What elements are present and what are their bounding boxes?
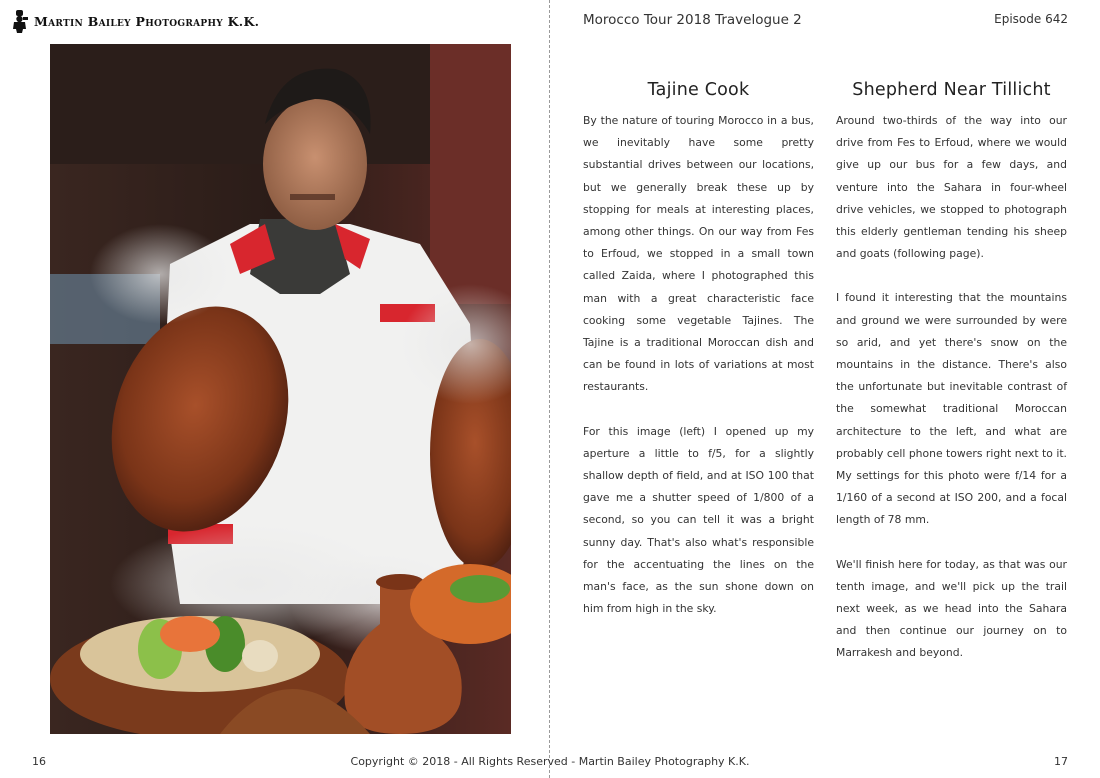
- copyright-footer: Copyright © 2018 - All Rights Reserved - Martin Bailey Photography K.K.: [350, 755, 750, 768]
- brand-logo: [10, 9, 259, 33]
- photographer-silhouette-icon: [10, 9, 30, 33]
- article-shepherd-near-tillicht: [836, 80, 1067, 687]
- article-tajine-cook: [583, 80, 814, 642]
- article-heading: Tajine Cook: [647, 80, 750, 100]
- article-paragraph: We'll finish here for today, as that was our tenth image, and we'll pick up the trail next week, as we head into the Sahara and then continue our journey on to Marrakesh and beyond.: [836, 557, 1067, 660]
- right-page: [550, 0, 1100, 778]
- article-paragraph: For this image (left) I opened up my aperture a little to f/5, for a slightly shallow depth of field, and at ISO 100 that gave me a shutter speed of 1/800 of a second, so you can tell it was a bright sunny day. That's also what's responsible for the accentuating the lines on the man's face, as the sun shone down on him from high in the sky.: [583, 424, 814, 616]
- page-number-left: 16: [32, 755, 46, 768]
- episode-label: Episode 642: [994, 12, 1068, 26]
- article-heading: Shepherd Near Tillicht: [852, 80, 1051, 100]
- tajine-cook-photo: [50, 44, 511, 734]
- article-paragraph: Around two-thirds of the way into our drive from Fes to Erfoud, where we would give up our bus for a few days, and venture into the Sahara in four-wheel drive vehicles, we stopped to photograph this elderly gentleman tending his sheep and goats (following page).: [836, 114, 1067, 261]
- article-paragraph: By the nature of touring Morocco in a bus, we inevitably have some pretty substantial drives between our locations, but we generally break these up by stopping for meals at interesting places, among other things. On our way from Fes to Erfoud, we stopped in a small town called Zaida, where I photographed this man with a great characteristic face cooking some vegetable Tajines. The Tajine is a traditional Moroccan dish and can be found in lots of variations at most restaurants.: [583, 114, 814, 394]
- page-number-right: 17: [1054, 755, 1068, 768]
- travelogue-title: Morocco Tour 2018 Travelogue 2: [583, 12, 802, 28]
- article-paragraph: I found it interesting that the mountains and ground we were surrounded by were so arid, and yet there's snow on the mountains in the distance. There's also the unfortunate but inevitable contrast of the somewhat traditional Moroccan architecture to the left, and what are probably cell phone towers right next to it. My settings for this photo were f/14 for a 1/160 of a second at ISO 200, and a focal length of 78 mm.: [836, 291, 1067, 527]
- brand-name: Martin Bailey Photography K.K.: [34, 13, 260, 29]
